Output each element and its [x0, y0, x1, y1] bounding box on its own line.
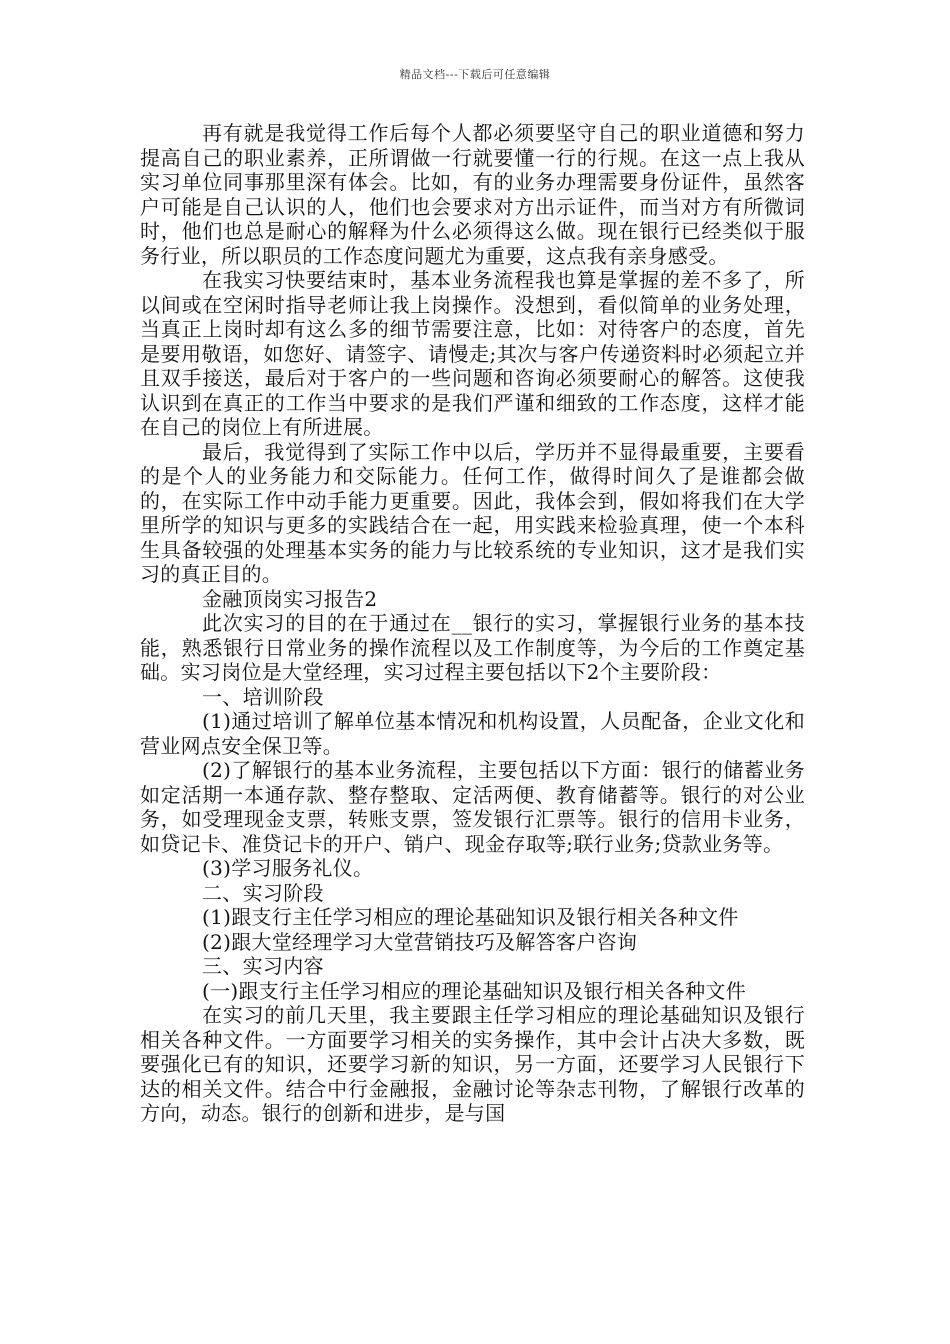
page-header: 精品文档---下载后可任意编辑 [399, 68, 551, 81]
list-item: (2)了解银行的基本业务流程，主要包括以下方面：银行的储蓄业务如定活期一本通存款、整存整取、定活两便、教育储蓄等。银行的对公业务，如受理现金支票，转账支票，签发银行汇票等。银行的信用卡业务，如贷记卡、准贷记卡的开户、销户、现金存取等;联行业务;贷款业务等。 [140, 758, 805, 856]
subsection-heading: (一)跟支行主任学习相应的理论基础知识及银行相关各种文件 [202, 978, 747, 1003]
section-title: 金融顶岗实习报告2 [202, 586, 378, 611]
paragraph: 此次实习的目的在于通过在__银行的实习，掌握银行业务的基本技能，熟悉银行日常业务的操作流程以及工作制度等，为今后的工作奠定基础。实习岗位是大堂经理，实习过程主要包括以下2个主要阶段： [140, 611, 805, 684]
list-item: (1)跟支行主任学习相应的理论基础知识及银行相关各种文件 [202, 905, 739, 929]
list-item: (3)学习服务礼仪。 [202, 856, 374, 880]
section-heading: 三、实习内容 [202, 954, 324, 978]
list-item: (1)通过培训了解单位基本情况和机构设置，人员配备，企业文化和营业网点安全保卫等。 [140, 709, 805, 758]
paragraph: 最后，我觉得到了实际工作中以后，学历并不显得最重要，主要看的是个人的业务能力和交际能力。任何工作，做得时间久了是谁都会做的，在实际工作中动手能力更重要。因此，我体会到，假如将我们在大学里所学的知识与更多的实践结合在一起，用实践来检验真理，使一个本科生具备较强的处理基本实务的能力与比较系统的专业知识，这才是我们实习的真正目的。 [140, 439, 805, 586]
section-heading: 一、培训阶段 [202, 684, 324, 709]
paragraph: 在实习的前几天里，我主要跟主任学习相应的理论基础知识及银行相关各种文件。一方面要学习相关的实务操作，其中会计占决大多数，既要强化已有的知识，还要学习新的知识，另一方面，还要学习人民银行下达的相关文件。结合中行金融报，金融讨论等杂志刊物，了解银行改革的方向，动态。银行的创新和进步，是与国 [140, 1003, 805, 1125]
paragraph: 再有就是我觉得工作后每个人都必须要坚守自己的职业道德和努力提高自己的职业素养，正所谓做一行就要懂一行的行规。在这一点上我从实习单位同事那里深有体会。比如，有的业务办理需要身份证件，虽然客户可能是自己认识的人，他们也会要求对方出示证件，而当对方有所微词时，他们也总是耐心的解释为什么必须得这么做。现在银行已经类似于服务行业，所以职员的工作态度问题尤为重要，这点我有亲身感受。 [140, 121, 805, 268]
document-body [140, 121, 805, 1126]
list-item: (2)跟大堂经理学习大堂营销技巧及解答客户咨询 [202, 929, 638, 954]
paragraph: 在我实习快要结束时，基本业务流程我也算是掌握的差不多了，所以间或在空闲时指导老师让我上岗操作。没想到，看似简单的业务处理，当真正上岗时却有这么多的细节需要注意，比如：对待客户的态度，首先是要用敬语，如您好、请签字、请慢走;其次与客户传递资料时必须起立并且双手接送，最后对于客户的一些问题和咨询必须要耐心的解答。这使我认识到在真正的工作当中要求的是我们严谨和细致的工作态度，这样才能在自己的岗位上有所进展。 [140, 268, 805, 439]
section-heading: 二、实习阶段 [202, 880, 324, 905]
